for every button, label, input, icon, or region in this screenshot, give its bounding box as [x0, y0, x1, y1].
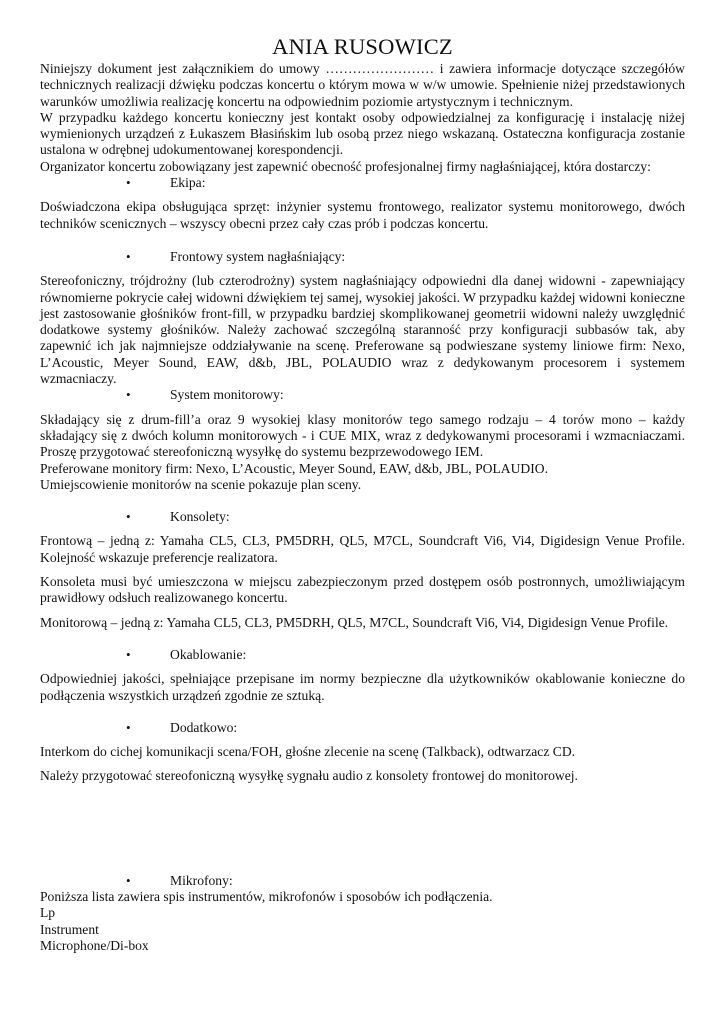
- section-heading-frontowy: [40, 249, 685, 265]
- mic-table-col-microphone: Microphone/Di-box: [40, 937, 149, 953]
- bullet-icon: •: [126, 872, 131, 888]
- section-heading-okablowanie: [40, 647, 685, 663]
- dodatkowo-paragraph-1: Interkom do cichej komunikacji scena/FOH, głośne zlecenie na scenę (Talkback), odtwarzacz CD.: [40, 744, 576, 760]
- section-heading-mikrofony: [40, 873, 685, 889]
- dodatkowo-paragraph-2: Należy przygotować stereofoniczną wysyłkę sygnału audio z konsolety frontowej do monitorowej.: [40, 768, 578, 784]
- mic-table-col-instrument: Instrument: [40, 921, 99, 937]
- intro-paragraph-1: Niniejszy dokument jest załącznikiem do umowy …………………… i zawiera informacje dotyczące szczegółów technicznych realizacji dźwięku podczas koncertu o którym mowa w w/w umowie. Spełnienie niżej przedstawionych warunków umożliwia realizację koncertu na odpowiednim poziomie artystycznym i technicznym.: [40, 61, 685, 109]
- bullet-icon: •: [126, 387, 131, 403]
- monitorowy-paragraph-3: Umiejscowienie monitorów na scenie pokazuje plan sceny.: [40, 476, 362, 492]
- bullet-icon: •: [126, 248, 131, 264]
- frontowy-paragraph: Stereofoniczny, trójdrożny (lub czterodrożny) system nagłaśniający odpowiedni dla danej widowni - zapewniający równomierne pokrycie całej widowni dźwiękiem tej samej, wysokiej jakości. W przypadku każdej widowni konieczne jest zastosowanie głośników front-fill, w przypadku bardziej skomplikowanej geometrii widowni należy uwzględnić dodatkowe systemy głośników. Należy zachować szczególną staranność przy konfiguracji subbasów tak, aby zapewnić ich jak najmniejsze oddziaływanie na scenę. Preferowane są podwieszane systemy liniowe firm: Nexo, L’Acoustic, Meyer Sound, EAW, d&b, JBL, POLAUDIO wraz z dedykowanym procesorem i systemem wzmacniaczy.: [40, 273, 685, 387]
- okablowanie-paragraph: Odpowiedniej jakości, spełniające przepisane im normy bezpieczne dla użytkowników okablowanie konieczne do podłączenia wszystkich urządzeń zgodnie ze sztuką.: [40, 671, 685, 703]
- document-page: [40, 34, 685, 954]
- blank-space: [40, 785, 685, 873]
- bullet-icon: •: [126, 175, 131, 191]
- section-heading-dodatkowo: [40, 720, 685, 736]
- konsolety-paragraph-1: Frontową – jedną z: Yamaha CL5, CL3, PM5DRH, QL5, M7CL, Soundcraft Vi6, Vi4, Digidesign Venue Profile. Kolejność wskazuje preferencje realizatora.: [40, 533, 685, 565]
- section-heading-text: Konsolety:: [170, 509, 230, 525]
- bullet-icon: •: [126, 719, 131, 735]
- section-heading-text: Mikrofony:: [170, 872, 233, 888]
- section-heading-text: System monitorowy:: [170, 387, 284, 403]
- monitorowy-paragraph-2: Preferowane monitory firm: Nexo, L’Acoustic, Meyer Sound, EAW, d&b, JBL, POLAUDIO.: [40, 460, 548, 476]
- intro-paragraph-2: W przypadku każdego koncertu konieczny jest kontakt osoby odpowiedzialnej za konfigurację i instalację niżej wymienionych urządzeń z Łukaszem Błasińskim lub osobą przez niego wskazaną. Ostateczna konfiguracja zostanie ustalona w odrębnej udokumentowanej korespondencji.: [40, 109, 685, 158]
- section-heading-monitorowy: [40, 387, 685, 403]
- konsolety-paragraph-3: Monitorową – jedną z: Yamaha CL5, CL3, PM5DRH, QL5, M7CL, Soundcraft Vi6, Vi4, Digidesign Venue Profile.: [40, 614, 669, 630]
- section-heading-text: Ekipa:: [170, 175, 206, 191]
- mikrofony-paragraph: Poniższa lista zawiera spis instrumentów, mikrofonów i sposobów ich podłączenia.: [40, 888, 493, 904]
- section-heading-text: Frontowy system nagłaśniający:: [170, 248, 346, 264]
- bullet-icon: •: [126, 509, 131, 525]
- section-heading-ekipa: [40, 175, 685, 191]
- section-heading-text: Okablowanie:: [170, 646, 247, 662]
- section-heading-konsolety: [40, 509, 685, 525]
- ekipa-paragraph: Doświadczona ekipa obsługująca sprzęt: inżynier systemu frontowego, realizator systemu monitorowego, dwóch techników scenicznych – wszyscy obecni przez cały czas prób i podczas koncertu.: [40, 199, 685, 231]
- section-heading-text: Dodatkowo:: [170, 719, 238, 735]
- intro-paragraph-3: Organizator koncertu zobowiązany jest zapewnić obecność profesjonalnej firmy nagłaśniającej, która dostarczy:: [40, 158, 651, 174]
- monitorowy-paragraph-1: Składający się z drum-fill’a oraz 9 wysokiej klasy monitorów tego samego rodzaju – 4 torów mono – każdy składający się z dwóch kolumn monitorowych - i CUE MIX, wraz z dedykowanymi procesorami i wzmacniaczami. Proszę przygotować stereofoniczną wysyłkę do systemu bezprzewodowego IEM.: [40, 411, 685, 460]
- bullet-icon: •: [126, 646, 131, 662]
- konsolety-paragraph-2: Konsoleta musi być umieszczona w miejscu zabezpieczonym przed dostępem osób postronnych, umożliwiającym prawidłowy odsłuch realizowanego koncertu.: [40, 574, 685, 606]
- mic-table-col-lp: Lp: [40, 905, 56, 921]
- document-title: ANIA RUSOWICZ: [272, 34, 453, 59]
